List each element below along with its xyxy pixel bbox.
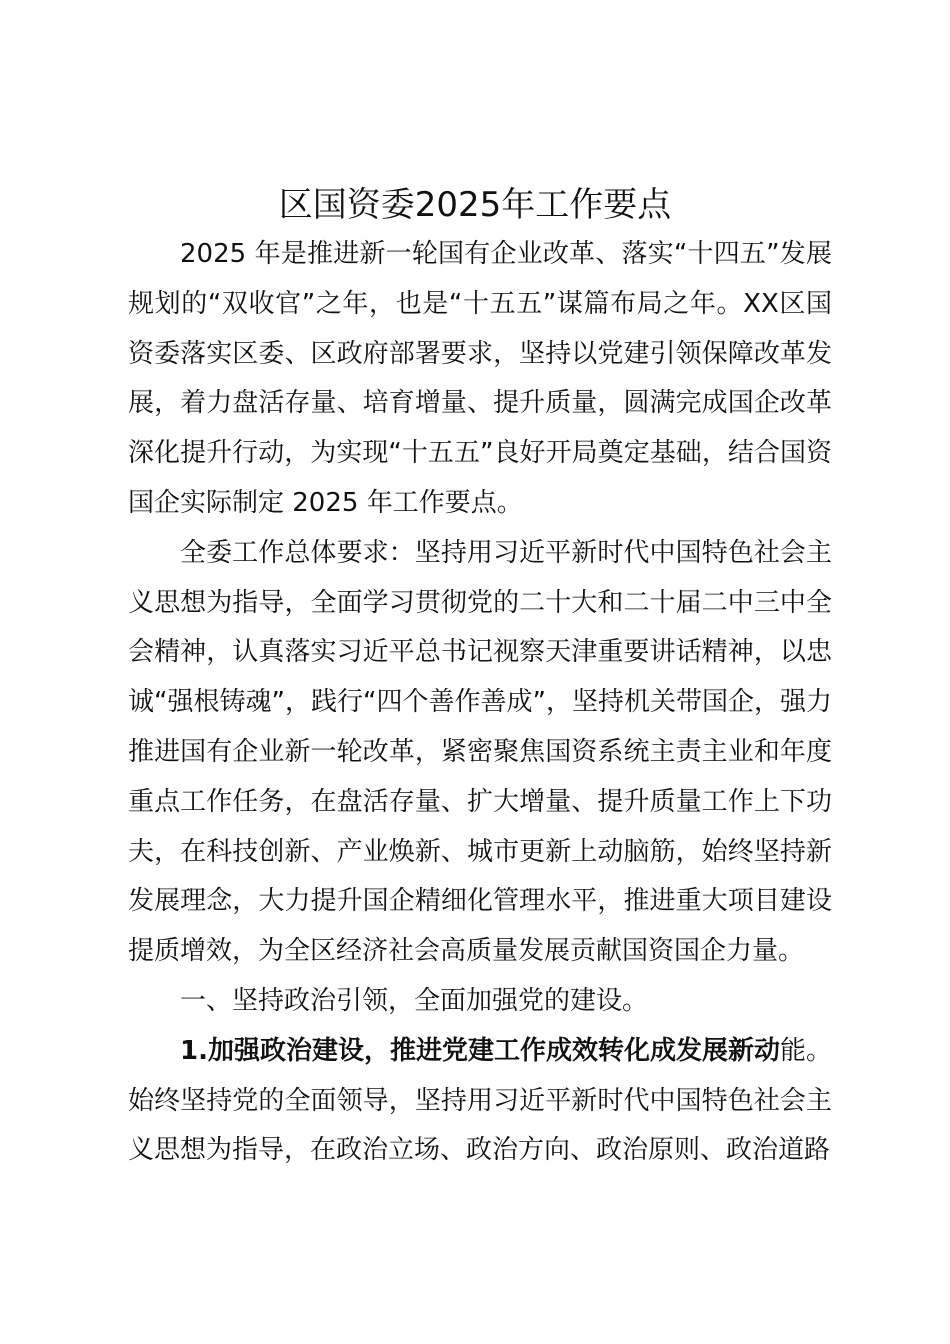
item-one-body-text: 能。始终坚持党的全面领导，坚持用习近平新时代中国特色社会主义思想为指导，在政治立场、政治方向、政治原则、政治道路 [128,1035,832,1166]
item-one-paragraph [128,1027,832,1176]
item-one-bold-heading: 1.加强政治建设，推进党建工作成效转化成发展新动 [180,1035,780,1066]
section-one-heading: 一、坚持政治引领，全面加强党的建设。 [180,985,649,1016]
document-title: 区国资委2025年工作要点 [278,185,672,225]
general-requirements-paragraph: 全委工作总体要求：坚持用习近平新时代中国特色社会主义思想为指导，全面学习贯彻党的二十大和二十届二中三中全会精神，认真落实习近平总书记视察天津重要讲话精神，以忠诚“强根铸魂”，践行“四个善作善成”，坚持机关带国企，强力推进国有企业新一轮改革，紧密聚焦国资系统主责主业和年度重点工作任务，在盘活存量、扩大增量、提升质量工作上下功夫，在科技创新、产业焕新、城市更新上动脑筋，始终坚持新发展理念，大力提升国企精细化管理水平，推进重大项目建设提质增效，为全区经济社会高质量发展贡献国资国企力量。 [128,537,832,967]
intro-paragraph: 2025 年是推进新一轮国有企业改革、落实“十四五”发展规划的“双收官”之年，也是“十五五”谋篇布局之年。XX区国资委落实区委、区政府部署要求，坚持以党建引领保障改革发展，着力盘活存量、培育增量、提升质量，圆满完成国企改革深化提升行动，为实现“十五五”良好开局奠定基础，结合国资国企实际制定 2025 年工作要点。 [128,239,832,518]
document-body [128,230,832,1176]
